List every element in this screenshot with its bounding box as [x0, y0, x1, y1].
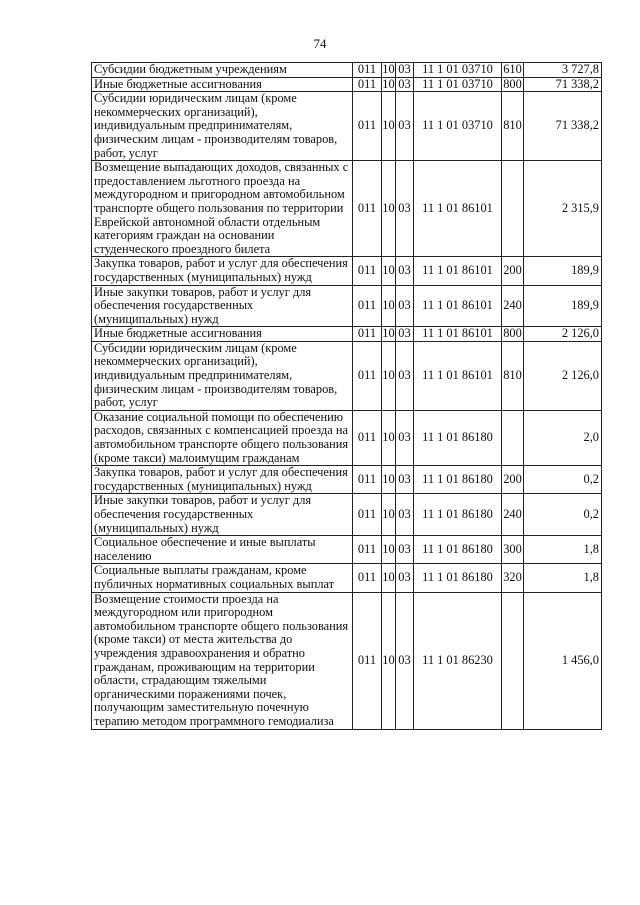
- amount-cell: 3 727,8: [524, 63, 602, 78]
- table-row: [92, 257, 602, 285]
- ministry-code-cell: 011: [353, 77, 382, 92]
- expense-type-cell: 810: [502, 341, 524, 410]
- ministry-code-cell: 011: [353, 92, 382, 161]
- subsection-code-cell: 03: [396, 564, 414, 592]
- amount-cell: 2 126,0: [524, 327, 602, 342]
- table-row: [92, 327, 602, 342]
- expense-type-cell: 200: [502, 466, 524, 494]
- table-row: [92, 536, 602, 564]
- ministry-code-cell: 011: [353, 592, 382, 729]
- expense-type-cell: [502, 161, 524, 257]
- subsection-code-cell: 03: [396, 536, 414, 564]
- amount-cell: 1,8: [524, 564, 602, 592]
- section-code-cell: 10: [382, 564, 396, 592]
- budget-table-body: [92, 63, 602, 730]
- subsection-code-cell: 03: [396, 77, 414, 92]
- subsection-code-cell: 03: [396, 285, 414, 327]
- subsection-code-cell: 03: [396, 161, 414, 257]
- target-article-cell: 11 1 01 86101: [414, 341, 502, 410]
- ministry-code-cell: 011: [353, 536, 382, 564]
- table-row: [92, 285, 602, 327]
- section-code-cell: 10: [382, 285, 396, 327]
- table-row: [92, 494, 602, 536]
- row-name-cell: Иные закупки товаров, работ и услуг для обеспечения государственных (муниципальных) нужд: [92, 494, 353, 536]
- ministry-code-cell: 011: [353, 564, 382, 592]
- target-article-cell: 11 1 01 03710: [414, 92, 502, 161]
- section-code-cell: 10: [382, 92, 396, 161]
- subsection-code-cell: 03: [396, 257, 414, 285]
- section-code-cell: 10: [382, 341, 396, 410]
- row-name-cell: Закупка товаров, работ и услуг для обеспечения государственных (муниципальных) нужд: [92, 466, 353, 494]
- section-code-cell: 10: [382, 536, 396, 564]
- expense-type-cell: 810: [502, 92, 524, 161]
- target-article-cell: 11 1 01 86101: [414, 327, 502, 342]
- table-row: [92, 592, 602, 729]
- table-row: [92, 466, 602, 494]
- amount-cell: 2 126,0: [524, 341, 602, 410]
- expense-type-cell: 800: [503, 76, 522, 91]
- table-row: [92, 63, 602, 78]
- target-article-cell: 11 1 01 86180: [414, 410, 502, 465]
- subsection-code-cell: 03: [396, 592, 414, 729]
- expense-type-cell: 300: [502, 536, 524, 564]
- subsection-code-cell: 03: [396, 466, 414, 494]
- amount-cell: 0,2: [524, 466, 602, 494]
- target-article-cell: 11 1 01 86180: [414, 466, 502, 494]
- target-article-cell: 11 1 01 86180: [414, 564, 502, 592]
- table-row: [92, 92, 602, 161]
- target-article-cell: 11 1 01 86180: [414, 494, 502, 536]
- subsection-code-cell: 03: [396, 63, 414, 78]
- row-name-cell: Субсидии бюджетным учреждениям: [92, 63, 353, 78]
- row-name-cell: Возмещение выпадающих доходов, связанных с предоставлением льготного проезда на междугородном и пригородном автомобильном транспорте общего пользования по территории Еврейской автономной области отдельным категориям граждан на основании студенческого проездного билета: [92, 161, 353, 257]
- ministry-code-cell: 011: [353, 161, 382, 257]
- expense-type-cell: 240: [502, 285, 524, 327]
- target-article-cell: 11 1 01 86101: [414, 257, 502, 285]
- ministry-code-cell: 011: [353, 327, 382, 342]
- table-row: [92, 410, 602, 465]
- table-row: [92, 161, 602, 257]
- expense-type-cell: [502, 410, 524, 465]
- target-article-cell: 11 1 01 86230: [414, 592, 502, 729]
- subsection-code-cell: 03: [396, 341, 414, 410]
- target-article-cell: 11 1 01 03710: [414, 63, 502, 78]
- row-name-cell: Социальные выплаты гражданам, кроме публичных нормативных социальных выплат: [92, 564, 353, 592]
- section-code-cell: 10: [382, 326, 395, 341]
- target-article-cell: 11 1 01 86180: [414, 536, 502, 564]
- ministry-code-cell: 011: [353, 285, 382, 327]
- row-name-cell: Иные закупки товаров, работ и услуг для обеспечения государственных (муниципальных) нужд: [92, 285, 353, 327]
- row-name-cell: Возмещение стоимости проезда на междугородном или пригородном автомобильном транспорте общего пользования (кроме такси) от места жительства до учреждения здравоохранения и обратно гражданам, проживающим на территории области, страдающим тяжелыми органическими поражениями почек, получающим заместительную почечную терапию методом программного гемодиализа: [92, 592, 353, 729]
- row-name-cell: Иные бюджетные ассигнования: [92, 77, 353, 92]
- section-code-cell: 10: [382, 62, 395, 76]
- subsection-code-cell: 03: [396, 92, 414, 161]
- subsection-code-cell: 03: [396, 410, 414, 465]
- expense-type-cell: 800: [503, 326, 522, 341]
- budget-table: [91, 62, 602, 730]
- table-row: [92, 77, 602, 92]
- ministry-code-cell: 011: [353, 257, 382, 285]
- section-code-cell: 10: [382, 161, 396, 257]
- amount-cell: 2,0: [524, 410, 602, 465]
- ministry-code-cell: 011: [353, 494, 382, 536]
- table-row: [92, 564, 602, 592]
- section-code-cell: 10: [382, 466, 396, 494]
- section-code-cell: 10: [382, 494, 396, 536]
- amount-cell: 2 315,9: [524, 161, 602, 257]
- expense-type-cell: 610: [503, 62, 522, 76]
- row-name-cell: Иные бюджетные ассигнования: [92, 327, 353, 342]
- amount-cell: 189,9: [524, 285, 602, 327]
- ministry-code-cell: 011: [353, 63, 382, 78]
- table-row: [92, 341, 602, 410]
- ministry-code-cell: 011: [353, 341, 382, 410]
- amount-cell: 0,2: [524, 494, 602, 536]
- expense-type-cell: 240: [502, 494, 524, 536]
- ministry-code-cell: 011: [353, 466, 382, 494]
- subsection-code-cell: 03: [396, 327, 414, 342]
- row-name-cell: Закупка товаров, работ и услуг для обеспечения государственных (муниципальных) нужд: [92, 257, 353, 285]
- row-name-cell: Субсидии юридическим лицам (кроме некоммерческих организаций), индивидуальным предпринимателям, физическим лицам - производителям товаров, работ, услуг: [92, 341, 353, 410]
- ministry-code-cell: 011: [353, 410, 382, 465]
- expense-type-cell: 320: [502, 564, 524, 592]
- section-code-cell: 10: [382, 76, 395, 91]
- target-article-cell: 11 1 01 86101: [414, 285, 502, 327]
- amount-cell: 71 338,2: [524, 92, 602, 161]
- expense-type-cell: [502, 592, 524, 729]
- section-code-cell: 10: [382, 410, 396, 465]
- section-code-cell: 10: [382, 257, 396, 285]
- subsection-code-cell: 03: [396, 494, 414, 536]
- amount-cell: 189,9: [524, 257, 602, 285]
- amount-cell: 1 456,0: [524, 592, 602, 729]
- page-number: 74: [313, 36, 327, 51]
- amount-cell: 1,8: [524, 536, 602, 564]
- row-name-cell: Оказание социальной помощи по обеспечению расходов, связанных с компенсацией проезда на автомобильном транспорте общего пользования (кроме такси) малоимущим гражданам: [92, 410, 353, 465]
- amount-cell: 71 338,2: [524, 77, 602, 92]
- section-code-cell: 10: [382, 592, 396, 729]
- row-name-cell: Социальное обеспечение и иные выплаты населению: [92, 536, 353, 564]
- target-article-cell: 11 1 01 86101: [414, 161, 502, 257]
- row-name-cell: Субсидии юридическим лицам (кроме некоммерческих организаций), индивидуальным предпринимателям, физическим лицам - производителям товаров, работ, услуг: [92, 92, 353, 161]
- target-article-cell: 11 1 01 03710: [414, 77, 502, 92]
- expense-type-cell: 200: [502, 257, 524, 285]
